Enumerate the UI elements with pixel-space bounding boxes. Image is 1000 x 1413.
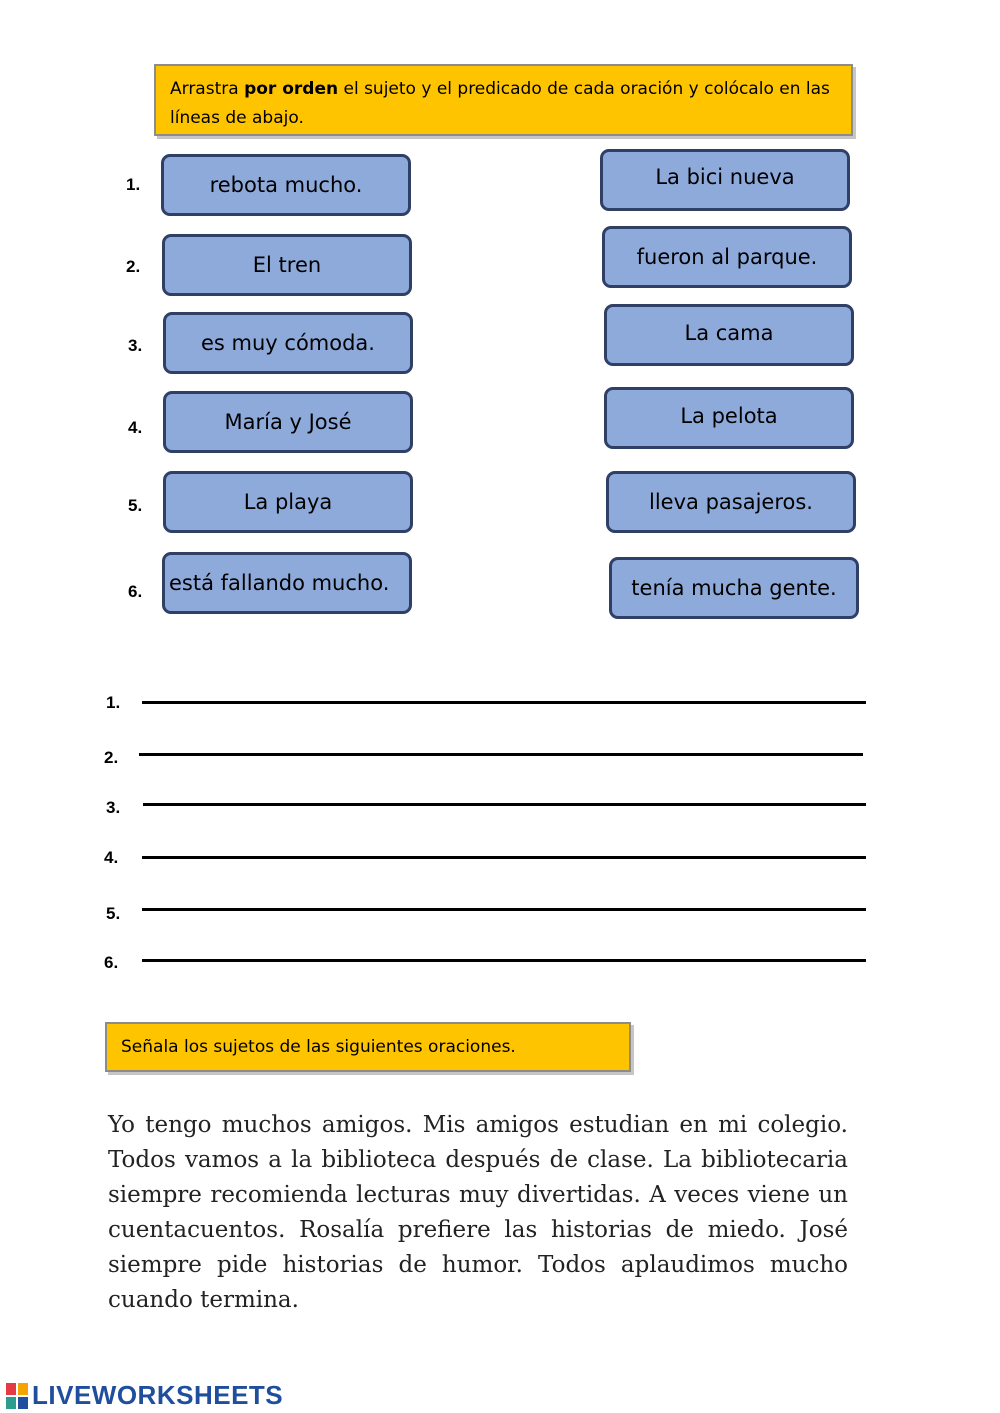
drag-chip-left-5[interactable]: La playa: [163, 471, 413, 533]
answer-number-6: 6.: [104, 953, 119, 972]
answer-number-2: 2.: [104, 748, 119, 767]
drag-chip-left-4[interactable]: María y José: [163, 391, 413, 453]
instruction-banner-1: [154, 64, 853, 136]
answer-line-6[interactable]: [142, 959, 866, 962]
drag-chip-right-1[interactable]: La bici nueva: [600, 149, 850, 211]
drag-chip-left-3[interactable]: es muy cómoda.: [163, 312, 413, 374]
liveworksheets-mark-icon: [6, 1383, 28, 1409]
drag-chip-right-4[interactable]: La pelota: [604, 387, 854, 449]
reading-paragraph[interactable]: Yo tengo muchos amigos. Mis amigos estudian en mi colegio. Todos vamos a la biblioteca después de clase. La bibliotecaria siempre recomienda lecturas muy divertidas. A veces viene un cuentacuentos. Rosalía prefiere las historias de miedo. José siempre pide historias de humor. Todos aplaudimos mucho cuando termina.: [108, 1112, 848, 1313]
chip-number-4: 4.: [128, 418, 143, 437]
answer-line-5[interactable]: [142, 908, 866, 911]
drag-chip-right-5[interactable]: lleva pasajeros.: [606, 471, 856, 533]
liveworksheets-logo: [6, 1380, 283, 1411]
instruction-text-2: Señala los sujetos de las siguientes oraciones.: [121, 1037, 516, 1057]
drag-chip-right-3[interactable]: La cama: [604, 304, 854, 366]
brand-name: LIVEWORKSHEETS: [32, 1380, 284, 1410]
instruction-text-bold: por orden: [244, 79, 339, 99]
answer-line-3[interactable]: [143, 803, 866, 806]
instruction-text-end: el sujeto y el predicado de cada oración y colócalo en las líneas de abajo.: [170, 79, 830, 128]
answer-line-2[interactable]: [139, 753, 863, 756]
chip-number-5: 5.: [128, 496, 143, 515]
chip-number-2: 2.: [126, 257, 141, 276]
drag-chip-left-6[interactable]: está fallando mucho.: [162, 552, 412, 614]
drag-chip-left-2[interactable]: El tren: [162, 234, 412, 296]
chip-number-1: 1.: [126, 175, 141, 194]
drag-chip-right-6[interactable]: tenía mucha gente.: [609, 557, 859, 619]
answer-line-4[interactable]: [142, 856, 866, 859]
answer-number-5: 5.: [106, 904, 121, 923]
instruction-banner-2: [105, 1022, 631, 1072]
instruction-text-start: Arrastra: [170, 79, 245, 99]
chip-number-6: 6.: [128, 582, 143, 601]
drag-chip-left-1[interactable]: rebota mucho.: [161, 154, 411, 216]
answer-line-1[interactable]: [142, 701, 866, 704]
chip-number-3: 3.: [128, 336, 143, 355]
answer-number-4: 4.: [104, 848, 119, 867]
answer-number-3: 3.: [106, 798, 121, 817]
drag-chip-right-2[interactable]: fueron al parque.: [602, 226, 852, 288]
answer-number-1: 1.: [106, 693, 121, 712]
